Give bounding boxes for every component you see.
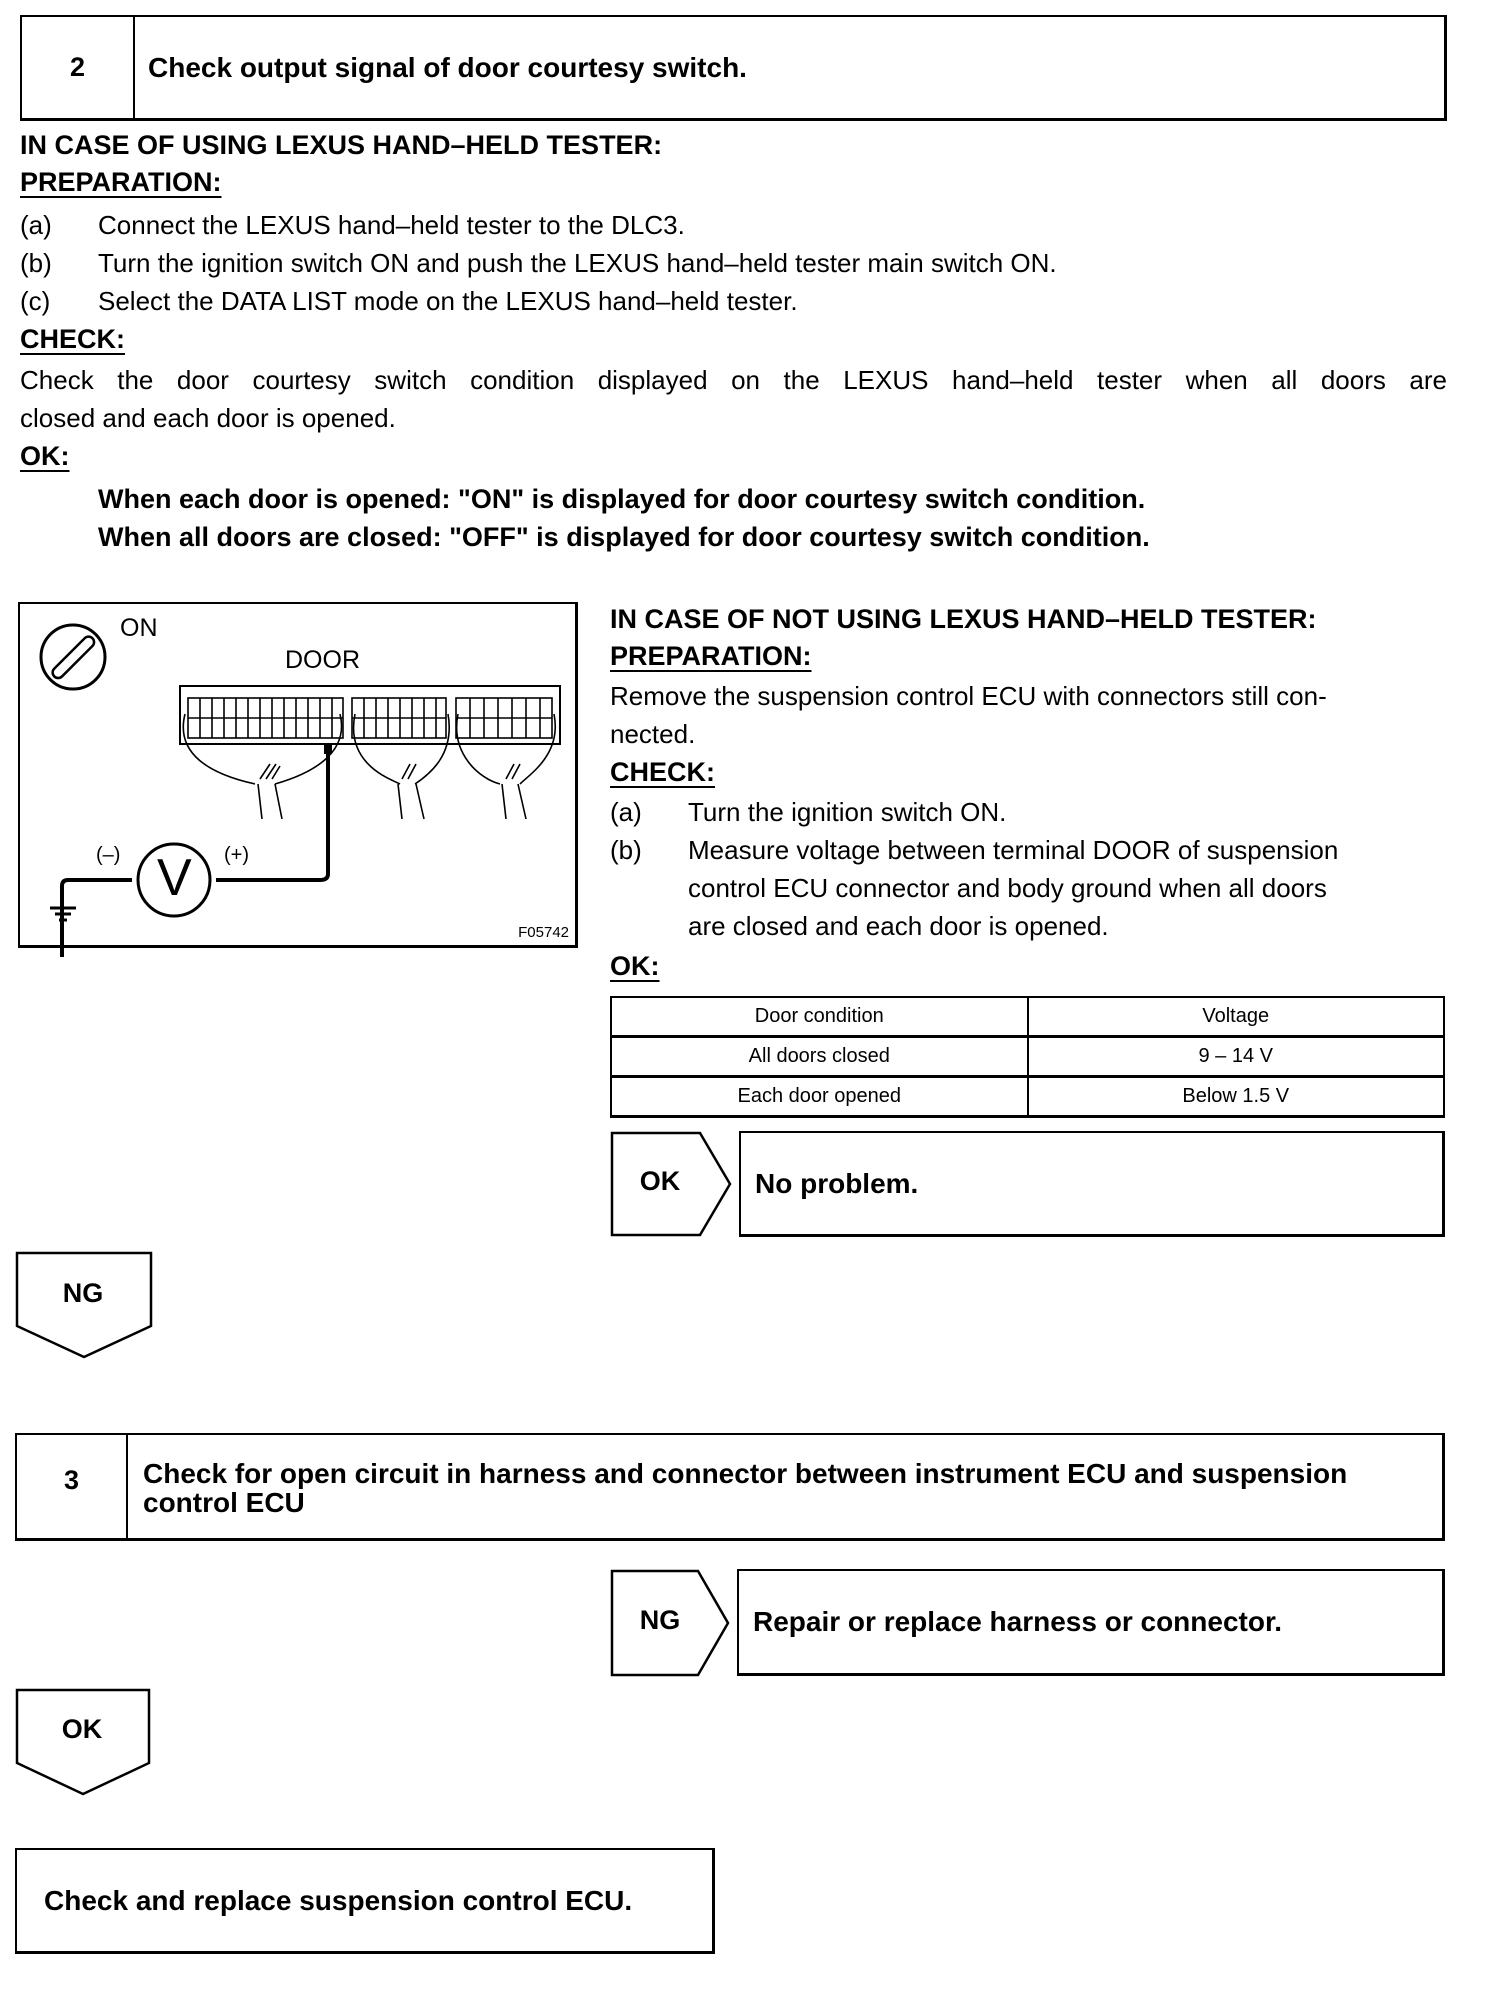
check-step-text: control ECU connector and body ground when all doors [688, 873, 1327, 903]
check-text: closed and each door is opened. [20, 403, 396, 433]
prep-step-text: Select the DATA LIST mode on the LEXUS hand–held tester. [98, 286, 798, 316]
final-result-box: Check and replace suspension control ECU. [15, 1848, 715, 1954]
table-header-row [611, 997, 1444, 1037]
prep-step-marker: (a) [20, 210, 52, 240]
table-cell: Each door opened [611, 1077, 1028, 1117]
ok-label: OK: [610, 951, 660, 981]
voltmeter-label: V [157, 849, 192, 907]
ok-result-box: No problem. [739, 1131, 1445, 1237]
check-label: CHECK: [20, 324, 125, 354]
voltage-spec-table [610, 996, 1445, 1118]
check-step-text: Turn the ignition switch ON. [688, 797, 1007, 827]
ng-result-box: Repair or replace harness or connector. [737, 1569, 1445, 1676]
check-step-text: are closed and each door is opened. [688, 911, 1109, 941]
table-cell: Below 1.5 V [1028, 1077, 1445, 1117]
step-title: Check output signal of door courtesy switch. [148, 51, 747, 83]
table-header-cell: Voltage [1028, 997, 1445, 1037]
prep-step-marker: (c) [20, 286, 51, 316]
step-title: Check for open circuit in harness and connector between instrument ECU and suspension control ECU [143, 1458, 1348, 1518]
ok-arrow-label: OK [639, 1166, 681, 1196]
probe-wire-icon [20, 604, 580, 950]
step-number: 3 [17, 1435, 128, 1538]
table-header-cell: Door condition [611, 997, 1028, 1037]
table-row [611, 1077, 1444, 1117]
positive-lead-label: (+) [224, 844, 249, 866]
prep-step-marker: (b) [20, 248, 52, 278]
table-cell: All doors closed [611, 1037, 1028, 1077]
preparation-text: Remove the suspension control ECU with connectors still con- [610, 681, 1327, 711]
check-step-text: Measure voltage between terminal DOOR of suspension [688, 835, 1339, 865]
step-2-header [20, 15, 1447, 121]
ok-condition: When each door is opened: "ON" is displayed for door courtesy switch condition. [98, 484, 1146, 514]
tester-section-heading: IN CASE OF USING LEXUS HAND–HELD TESTER: [20, 130, 663, 160]
prep-step-text: Turn the ignition switch ON and push the LEXUS hand–held tester main switch ON. [98, 248, 1057, 278]
ground-icon [48, 904, 78, 924]
ok-condition: When all doors are closed: "OFF" is displayed for door courtesy switch condition. [98, 522, 1150, 552]
ng-arrow-label: NG [62, 1278, 104, 1308]
check-label: CHECK: [610, 757, 715, 787]
wiring-diagram [18, 602, 578, 948]
check-text: Check the door courtesy switch condition displayed on the LEXUS hand–held tester when all doors are [20, 365, 1447, 395]
table-cell: 9 – 14 V [1028, 1037, 1445, 1077]
door-terminal-label: DOOR [285, 646, 360, 674]
no-tester-section-heading: IN CASE OF NOT USING LEXUS HAND–HELD TESTER: [610, 604, 1317, 634]
ng-arrow-label: NG [639, 1605, 681, 1635]
negative-lead-label: (–) [96, 844, 121, 866]
check-step-marker: (b) [610, 835, 642, 865]
table-row [611, 1037, 1444, 1077]
ok-label: OK: [20, 441, 70, 471]
step-number: 2 [22, 17, 135, 118]
preparation-label: PREPARATION: [610, 641, 812, 671]
check-step-marker: (a) [610, 797, 642, 827]
figure-code: F05742 [518, 924, 569, 941]
ignition-on-label: ON [120, 614, 158, 642]
preparation-text: nected. [610, 719, 696, 749]
step-3-header [15, 1433, 1445, 1541]
prep-step-text: Connect the LEXUS hand–held tester to the DLC3. [98, 210, 685, 240]
preparation-label: PREPARATION: [20, 167, 222, 197]
ok-arrow-label: OK [61, 1714, 103, 1744]
